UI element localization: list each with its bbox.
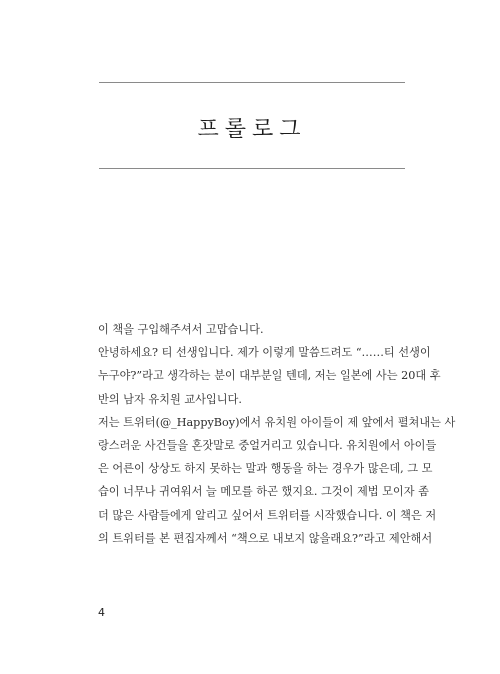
top-divider	[99, 82, 405, 83]
page-number: 4	[98, 606, 105, 619]
text-line: 더 많은 사람들에게 알리고 싶어서 트위터를 시작했습니다. 이 책은 저	[98, 508, 437, 522]
text-line: 반의 남자 유치원 교사입니다.	[98, 392, 242, 406]
text-line: 습이 너무나 귀여워서 늘 메모를 하곤 했지요. 그것이 제법 모이자 좀	[98, 485, 429, 499]
text-line: 랑스러운 사건들을 혼잣말로 중얼거리고 있습니다. 유치원에서 아이들	[98, 439, 437, 453]
text-line: 누구야?”라고 생각하는 분이 대부분일 텐데, 저는 일본에 사는 20대 후	[98, 369, 441, 383]
text-line: 의 트위터를 본 편집자께서 “책으로 내보지 않을래요?”라고 제안해서	[98, 531, 433, 545]
text-line: 안녕하세요? 티 선생입니다. 제가 이렇게 말씀드려도 “……티 선생이	[98, 346, 431, 360]
chapter-title: 프롤로그	[197, 117, 307, 142]
body-text	[98, 318, 456, 550]
text-line: 저는 트위터(@_HappyBoy)에서 유치원 아이들이 제 앞에서 펼쳐내는 사	[98, 415, 456, 429]
text-line: 이 책을 구입해주셔서 고맙습니다.	[98, 323, 264, 336]
bottom-divider	[99, 168, 405, 169]
text-line: 은 어른이 상상도 하지 못하는 말과 행동을 하는 경우가 많은데, 그 모	[98, 462, 433, 476]
